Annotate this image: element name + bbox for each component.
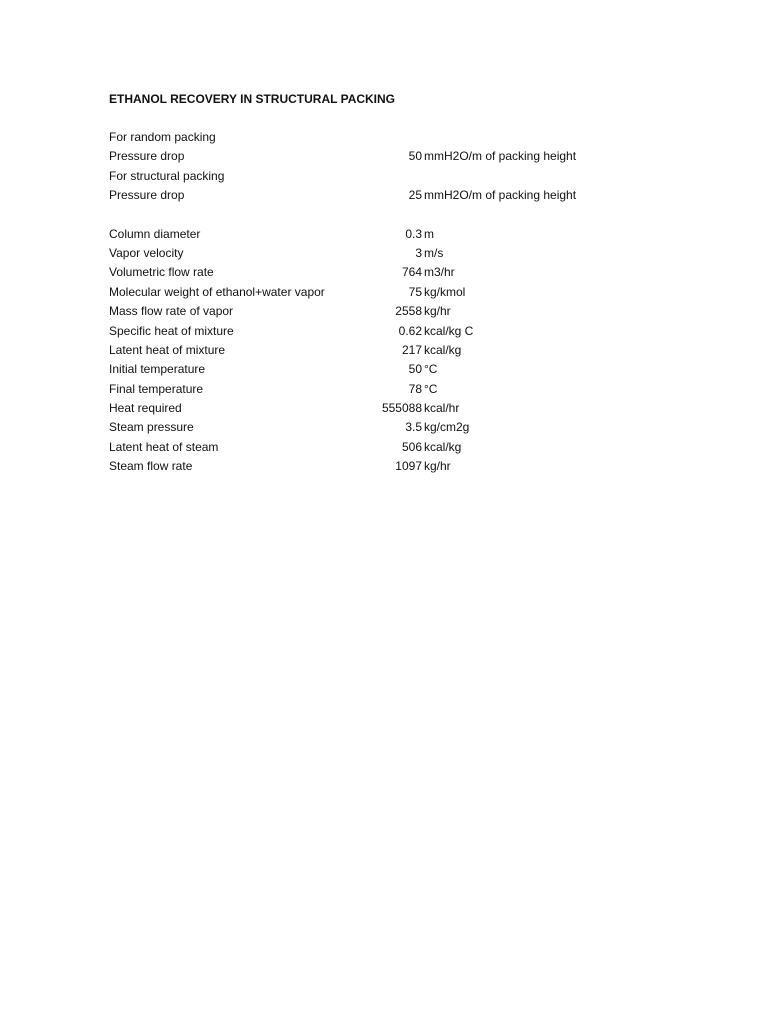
row-value: 3.5	[405, 420, 422, 434]
row-label: Pressure drop	[109, 188, 185, 202]
row-value: 2558	[395, 304, 422, 318]
document-title: ETHANOL RECOVERY IN STRUCTURAL PACKING	[109, 92, 396, 106]
row-value: 764	[401, 265, 422, 279]
row-value: 50	[408, 149, 422, 163]
row-unit: kcal/kg	[424, 343, 462, 357]
row-label: Final temperature	[109, 382, 204, 396]
row-label: Latent heat of mixture	[109, 343, 226, 357]
row-latent-heat-steam	[0, 439, 768, 458]
row-value: 3	[415, 246, 422, 260]
row-vapor-velocity	[0, 245, 768, 264]
row-label: Volumetric flow rate	[109, 265, 214, 279]
row-label: Latent heat of steam	[109, 440, 219, 454]
row-label: For random packing	[109, 130, 216, 144]
row-label: Mass flow rate of vapor	[109, 304, 234, 318]
row-value: 506	[401, 440, 422, 454]
row-unit: °C	[424, 362, 438, 376]
row-value: 0.3	[405, 227, 422, 241]
row-label: Vapor velocity	[109, 246, 184, 260]
row-molecular-weight	[0, 284, 768, 303]
row-value: 75	[408, 285, 422, 299]
row-value: 1097	[395, 459, 422, 473]
row-label: Steam pressure	[109, 420, 194, 434]
row-initial-temperature	[0, 361, 768, 380]
row-label: Molecular weight of ethanol+water vapor	[109, 285, 325, 299]
row-unit: kg/hr	[424, 304, 451, 318]
row-value: 78	[408, 382, 422, 396]
row-label: Initial temperature	[109, 362, 206, 376]
row-unit: kg/hr	[424, 459, 451, 473]
row-value: 0.62	[398, 324, 422, 338]
row-latent-heat-mixture	[0, 342, 768, 361]
row-unit: kcal/kg	[424, 440, 462, 454]
row-mass-flow-rate	[0, 303, 768, 322]
row-label: Specific heat of mixture	[109, 324, 234, 338]
row-label: Column diameter	[109, 227, 201, 241]
row-value: 25	[408, 188, 422, 202]
row-steam-pressure	[0, 419, 768, 438]
row-specific-heat	[0, 323, 768, 342]
row-unit: m/s	[424, 246, 444, 260]
row-column-diameter	[0, 226, 768, 245]
row-unit: °C	[424, 382, 438, 396]
row-unit: m3/hr	[424, 265, 455, 279]
row-unit: kcal/hr	[424, 401, 460, 415]
row-unit: m	[424, 227, 434, 241]
row-heat-required	[0, 400, 768, 419]
row-pressure-drop-structural	[0, 187, 768, 206]
row-label: Steam flow rate	[109, 459, 193, 473]
row-label: For structural packing	[109, 169, 225, 183]
row-value: 50	[408, 362, 422, 376]
row-unit: kcal/kg C	[424, 324, 474, 338]
row-random-packing	[0, 129, 768, 148]
row-volumetric-flow-rate	[0, 264, 768, 283]
row-unit: mmH2O/m of packing height	[424, 188, 577, 202]
row-steam-flow-rate	[0, 458, 768, 477]
row-unit: kg/cm2g	[424, 420, 470, 434]
row-label: Pressure drop	[109, 149, 185, 163]
row-unit: mmH2O/m of packing height	[424, 149, 577, 163]
row-label: Heat required	[109, 401, 182, 415]
row-final-temperature	[0, 381, 768, 400]
row-structural-packing	[0, 168, 768, 187]
row-value: 217	[401, 343, 422, 357]
row-pressure-drop-random	[0, 148, 768, 167]
row-unit: kg/kmol	[424, 285, 466, 299]
row-value: 555088	[381, 401, 422, 415]
